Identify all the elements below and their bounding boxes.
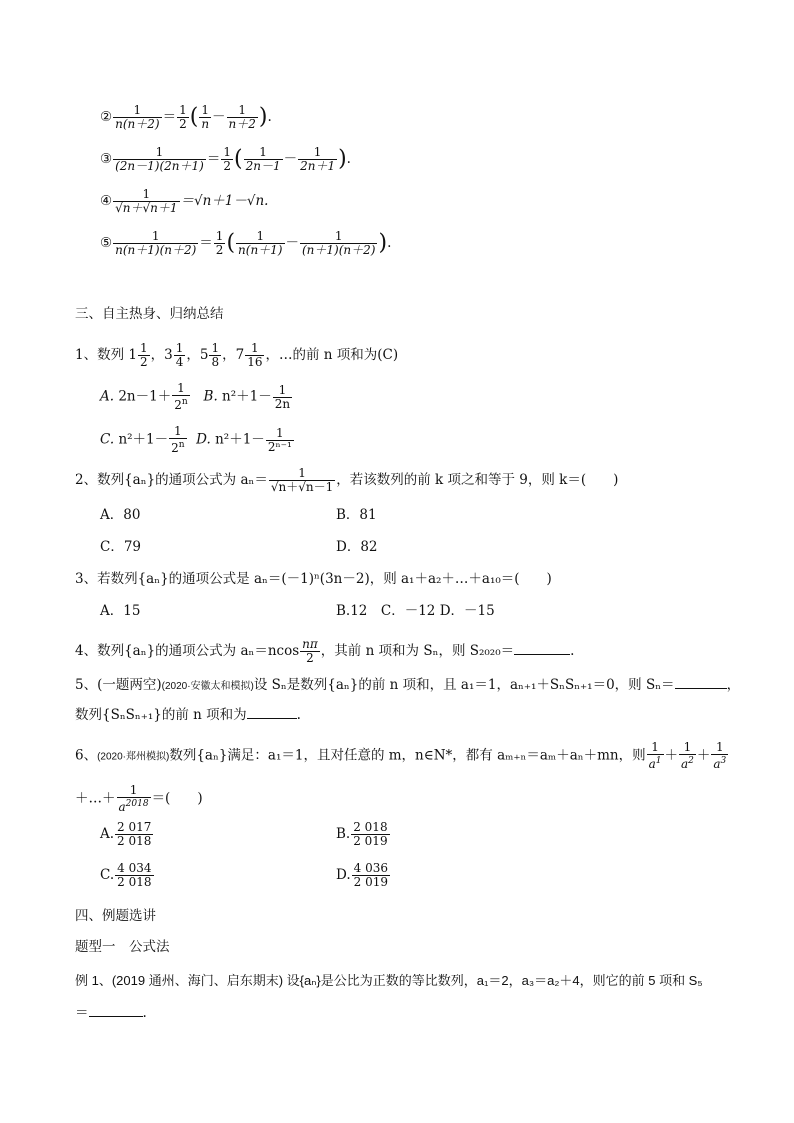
fraction: $\frac{1}{n}$: [201, 103, 210, 131]
formula-marker: ③: [100, 151, 113, 167]
question-1-options-ab: A. 2n－1＋ $\frac{1}{2^n}$ B. n²＋1－ $\frac{1}{2n}$: [100, 381, 291, 412]
answer-blank[interactable]: [247, 706, 297, 719]
formula-4: ④ $\frac{1}{√n+√n+1}$ ＝√n＋1－√n.: [100, 187, 269, 215]
fraction: $\frac{1}{2}$: [179, 103, 187, 131]
formula-2: ② $\frac{1}{n(n+2)}$ ＝ $\frac{1}{2}$ ( $\frac{1}{n}$ － $\frac{1}{n+2}$ ).: [100, 103, 272, 131]
fraction: $\frac{1}{√n+√n+1}$: [115, 187, 178, 215]
question-6: 6、(2020·郑州模拟)数列{aₙ}满足：a₁＝1，且对任意的 m，n∈N*，都有 aₘ₊ₙ＝aₘ＋aₙ＋mn，则 $\frac{1}{a^1}$ ＋ $\frac{1}{a^2}$ ＋ $\frac{1}{a^3}$: [75, 740, 727, 771]
question-6-option-a: A. $\frac{2 017}{2 018}$: [100, 820, 152, 848]
question-6-option-d: D. $\frac{4 036}{2 019}$: [336, 861, 388, 889]
question-3-option-bcd: B.12 C．－12 D．－15: [336, 603, 495, 619]
question-2-option-d: D．82: [336, 539, 378, 555]
formula-5: ⑤ $\frac{1}{n(n+1)(n+2)}$ ＝ $\frac{1}{2}$ ( $\frac{1}{n(n+1)}$ － $\frac{1}{(n+1)(n+2)}$ ).: [100, 229, 392, 257]
section-heading-3: 三、自主热身、归纳总结: [75, 306, 224, 322]
formula-marker: ②: [100, 109, 113, 125]
fraction: $\frac{1}{2n-1}$: [245, 145, 281, 173]
question-2-option-b: B．81: [336, 507, 377, 523]
answer-blank[interactable]: [675, 676, 727, 689]
question-2: 2、数列{aₙ}的通项公式为 aₙ＝ $\frac{1}{√n+√n-1}$ ，若该数列的前 k 项之和等于 9，则 k＝( ): [75, 466, 619, 494]
subheading-formula-method: 题型一 公式法: [75, 939, 170, 955]
fraction: $\frac{1}{n(n+1)(n+2)}$: [115, 229, 197, 257]
question-3: 3、若数列{aₙ}的通项公式是 aₙ＝(－1)ⁿ(3n－2)，则 a₁＋a₂＋…＋a₁₀＝( ): [75, 571, 552, 587]
answer-blank[interactable]: [89, 1004, 143, 1017]
fraction: $\frac{1}{2}$: [223, 145, 231, 173]
example-1: 例 1、(2019 通州、海门、启东期末) 设{aₙ}是公比为正数的等比数列，a₁＝2，a₃＝a₂＋4，则它的前 5 项和 S₅: [75, 973, 703, 988]
example-1-line-2: ＝ .: [75, 1005, 147, 1021]
question-6-option-c: C. $\frac{4 034}{2 018}$: [100, 861, 152, 889]
fraction: $\frac{1}{n+2}$: [228, 103, 256, 131]
fraction: $\frac{1}{(n+1)(n+2)}$: [302, 229, 376, 257]
section-heading-4: 四、例题选讲: [75, 908, 156, 924]
formula-marker: ⑤: [100, 235, 113, 251]
fraction: $\frac{1}{n(n+2)}$: [115, 103, 160, 131]
question-5: 5、(一题两空)(2020·安徽太和模拟)设 Sₙ是数列{aₙ}的前 n 项和，且 a₁＝1，aₙ₊₁＋SₙSₙ₊₁＝0，则 Sₙ＝ ，: [75, 677, 741, 693]
fraction: $\frac{1}{2}$: [215, 229, 224, 257]
question-2-option-a: A．80: [100, 507, 141, 523]
question-6-line-2: ＋…＋ $\frac{1}{a^{2018}}$ ＝( ): [75, 783, 203, 814]
question-5-line-2: 数列{SₙSₙ₊₁}的前 n 项和为 .: [75, 707, 301, 723]
question-3-option-a: A．15: [100, 603, 141, 619]
fraction: $\frac{1}{n(n+1)}$: [238, 229, 283, 257]
fraction: $\frac{1}{(2n-1)(2n+1)}$: [115, 145, 204, 173]
formula-3: ③ $\frac{1}{(2n-1)(2n+1)}$ ＝ $\frac{1}{2}$ ( $\frac{1}{2n-1}$ － $\frac{1}{2n+1}$ ).: [100, 145, 351, 173]
fraction: $\frac{1}{2n+1}$: [300, 145, 336, 173]
question-2-option-c: C．79: [100, 539, 142, 555]
question-4: 4、数列{aₙ}的通项公式为 aₙ＝ncos $\frac{n\pi}{2}$ ，其前 n 项和为 Sₙ，则 S₂₀₂₀＝ .: [75, 637, 575, 665]
question-6-option-b: B. $\frac{2 018}{2 019}$: [336, 820, 388, 848]
answer-blank[interactable]: [514, 642, 570, 655]
formula-marker: ④: [100, 193, 113, 209]
question-1: 1、数列 1 $\frac{1}{2}$ ，3 $\frac{1}{4}$ ，5 $\frac{1}{8}$ ，7 $\frac{1}{16}$ ，…的前 n 项和为(C): [75, 341, 399, 369]
question-1-options-cd: C. n²＋1－ $\frac{1}{2^n}$ D. n²＋1－ $\frac{1}{\text{2ⁿ⁻¹}}$: [100, 424, 292, 455]
